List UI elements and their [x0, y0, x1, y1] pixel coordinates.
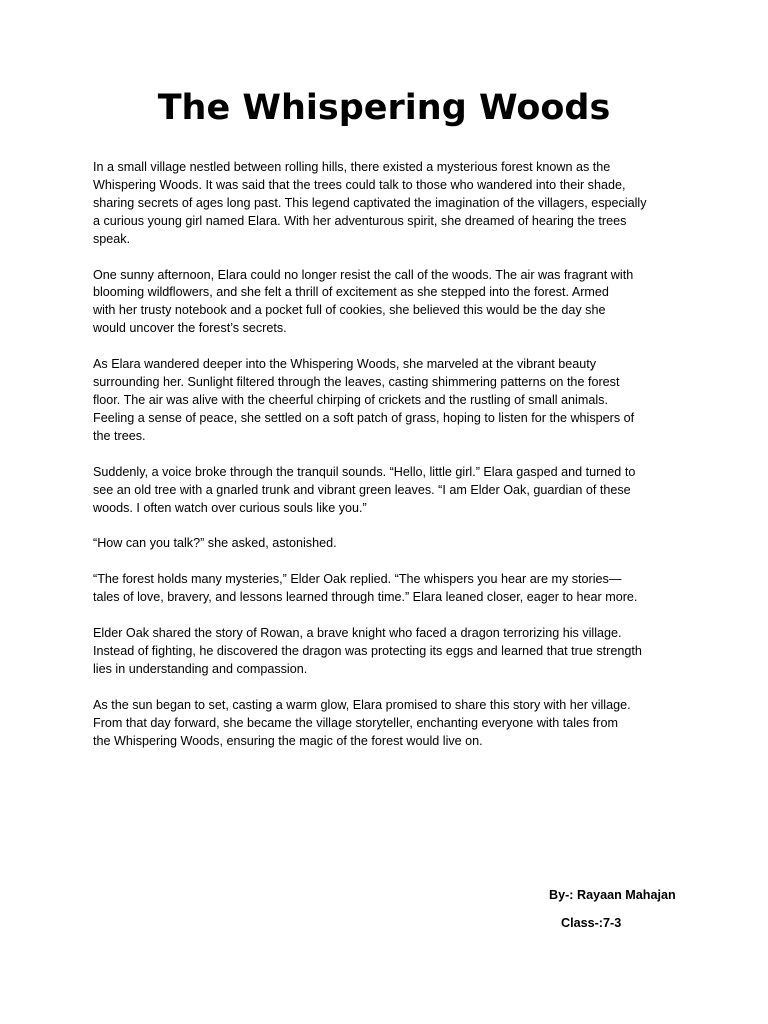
- paragraph-3: [93, 356, 683, 446]
- document-title: The Whispering Woods: [157, 88, 611, 128]
- paragraph-line: One sunny afternoon, Elara could no longer resist the call of the woods. The air was fragrant with: [93, 267, 634, 282]
- paragraph-4: [93, 464, 683, 518]
- paragraph-line: surrounding her. Sunlight filtered through the leaves, casting shimmering patterns on the forest: [93, 375, 620, 390]
- paragraph-line: Elder Oak shared the story of Rowan, a brave knight who faced a dragon terrorizing his village.: [93, 626, 622, 641]
- paragraph-1: [93, 159, 683, 249]
- paragraph-line: see an old tree with a gnarled trunk and vibrant green leaves. “I am Elder Oak, guardian of these: [93, 482, 631, 497]
- paragraph-line: blooming wildflowers, and she felt a thrill of excitement as she stepped into the forest. Armed: [93, 285, 609, 300]
- author-class: Class-:7-3: [561, 916, 622, 930]
- paragraph-line: Whispering Woods. It was said that the trees could talk to those who wandered into their shade,: [93, 177, 626, 192]
- paragraph-line: sharing secrets of ages long past. This legend captivated the imagination of the villagers, especially: [93, 195, 647, 210]
- paragraph-line: tales of love, bravery, and lessons learned through time.” Elara leaned closer, eager to hear more.: [93, 590, 638, 605]
- paragraph-line: “The forest holds many mysteries,” Elder Oak replied. “The whispers you hear are my stories—: [93, 572, 622, 587]
- paragraph-line: with her trusty notebook and a pocket full of cookies, she believed this would be the day she: [93, 303, 606, 318]
- paragraph-line: floor. The air was alive with the cheerful chirping of crickets and the rustling of small animals.: [93, 392, 608, 407]
- paragraph-line: As the sun began to set, casting a warm glow, Elara promised to share this story with her village.: [93, 697, 631, 712]
- paragraph-line: As Elara wandered deeper into the Whispering Woods, she marveled at the vibrant beauty: [93, 357, 597, 372]
- paragraph-line: the trees.: [93, 428, 146, 443]
- paragraph-line: lies in understanding and compassion.: [93, 661, 308, 676]
- paragraph-line: would uncover the forest’s secrets.: [93, 321, 287, 336]
- paragraph-line: Suddenly, a voice broke through the tranquil sounds. “Hello, little girl.” Elara gasped and turned to: [93, 464, 636, 479]
- author-byline: By-: Rayaan Mahajan: [549, 888, 676, 902]
- story-body: [93, 159, 683, 769]
- paragraph-8: [93, 697, 683, 751]
- paragraph-line: a curious young girl named Elara. With her adventurous spirit, she dreamed of hearing the trees: [93, 213, 627, 228]
- paragraph-line: From that day forward, she became the village storyteller, enchanting everyone with tales from: [93, 715, 618, 730]
- paragraph-5: [93, 535, 683, 553]
- paragraph-line: In a small village nestled between rolling hills, there existed a mysterious forest known as the: [93, 160, 611, 174]
- paragraph-6: [93, 571, 683, 607]
- paragraph-7: [93, 625, 683, 679]
- paragraph-line: woods. I often watch over curious souls like you.”: [93, 500, 367, 515]
- paragraph-line: Instead of fighting, he discovered the dragon was protecting its eggs and learned that true strength: [93, 644, 642, 659]
- paragraph-line: speak.: [93, 231, 131, 246]
- paragraph-line: “How can you talk?” she asked, astonished.: [93, 536, 337, 551]
- paragraph-line: the Whispering Woods, ensuring the magic of the forest would live on.: [93, 733, 483, 748]
- paragraph-line: Feeling a sense of peace, she settled on a soft patch of grass, hoping to listen for the whispers of: [93, 410, 635, 425]
- paragraph-2: [93, 267, 683, 339]
